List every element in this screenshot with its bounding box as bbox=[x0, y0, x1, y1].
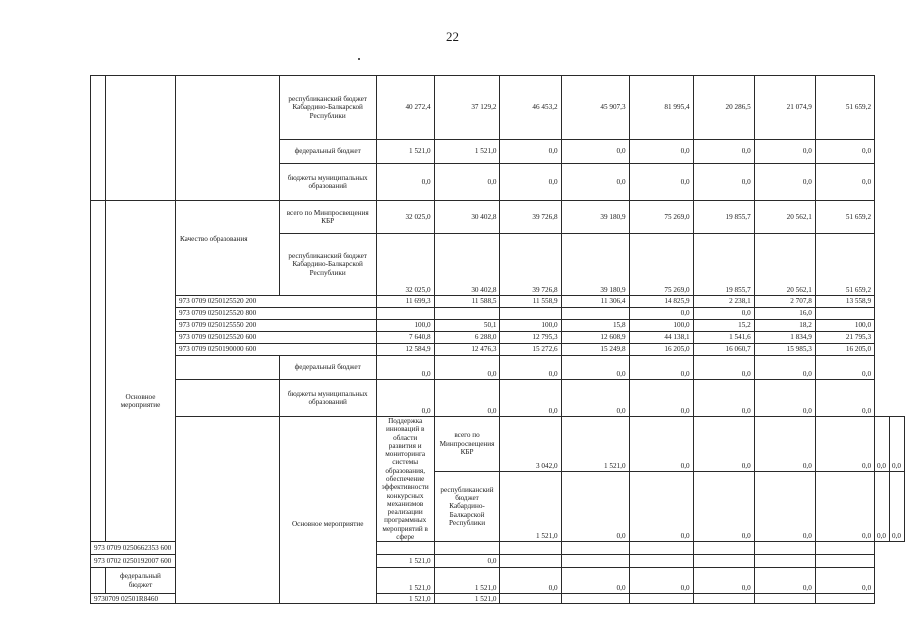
value-cell bbox=[754, 555, 815, 568]
value-cell: 16 205,0 bbox=[629, 344, 693, 356]
table-row bbox=[91, 296, 905, 308]
value-cell: 0,0 bbox=[815, 164, 874, 201]
value-cell: 21 795,3 bbox=[815, 332, 874, 344]
value-cell: 40 272,4 bbox=[376, 76, 434, 140]
value-cell: 1 521,0 bbox=[434, 140, 500, 164]
value-cell: 0,0 bbox=[815, 140, 874, 164]
value-cell: 16 060,7 bbox=[693, 344, 754, 356]
value-cell: 0,0 bbox=[875, 417, 890, 472]
table-row bbox=[91, 308, 905, 320]
narrow-cell bbox=[91, 76, 106, 201]
value-cell: 39 726,8 bbox=[500, 234, 561, 296]
source-cell: всего по Минпросвещения КБР bbox=[279, 201, 376, 234]
value-cell: 51 659,2 bbox=[815, 234, 874, 296]
name-cell bbox=[175, 76, 279, 201]
value-cell: 19 855,7 bbox=[693, 201, 754, 234]
value-cell: 0,0 bbox=[376, 164, 434, 201]
value-cell bbox=[815, 542, 874, 555]
value-cell bbox=[561, 594, 629, 604]
value-cell bbox=[815, 555, 874, 568]
value-cell: 0,0 bbox=[500, 380, 561, 417]
value-cell: 18,2 bbox=[754, 320, 815, 332]
value-cell: 0,0 bbox=[890, 471, 905, 541]
value-cell: 46 453,2 bbox=[500, 76, 561, 140]
value-cell: 0,0 bbox=[815, 471, 874, 541]
table-row bbox=[91, 344, 905, 356]
value-cell: 0,0 bbox=[561, 380, 629, 417]
value-cell: 30 402,8 bbox=[434, 201, 500, 234]
value-cell: 15,8 bbox=[561, 320, 629, 332]
value-cell: 0,0 bbox=[629, 471, 693, 541]
value-cell: 11 699,3 bbox=[376, 296, 434, 308]
source-cell: федеральный бюджет bbox=[105, 568, 175, 594]
value-cell: 20 562,1 bbox=[754, 201, 815, 234]
value-cell: 0,0 bbox=[434, 380, 500, 417]
value-cell: 12 476,3 bbox=[434, 344, 500, 356]
value-cell: 0,0 bbox=[500, 568, 561, 594]
value-cell bbox=[376, 308, 434, 320]
source-cell: республиканский бюджет Кабардино-Балкарской Республики bbox=[279, 234, 376, 296]
value-cell: 37 129,2 bbox=[434, 76, 500, 140]
value-cell: 0,0 bbox=[500, 140, 561, 164]
value-cell: 1 521,0 bbox=[434, 568, 500, 594]
value-cell: 20 562,1 bbox=[754, 234, 815, 296]
value-cell: 39 180,9 bbox=[561, 234, 629, 296]
value-cell: 0,0 bbox=[693, 140, 754, 164]
value-cell: 12 608,9 bbox=[561, 332, 629, 344]
value-cell: 16 205,0 bbox=[815, 344, 874, 356]
value-cell: 0,0 bbox=[500, 356, 561, 380]
value-cell: 0,0 bbox=[561, 164, 629, 201]
source-cell: бюджеты муниципальных образований bbox=[279, 380, 376, 417]
value-cell: 100,0 bbox=[376, 320, 434, 332]
value-cell: 1 521,0 bbox=[376, 568, 434, 594]
value-cell: 1 521,0 bbox=[434, 594, 500, 604]
value-cell: 2 238,1 bbox=[693, 296, 754, 308]
value-cell bbox=[434, 308, 500, 320]
value-cell: 100,0 bbox=[500, 320, 561, 332]
value-cell: 0,0 bbox=[754, 471, 815, 541]
budget-code: 973 0709 0250125520 800 bbox=[175, 308, 376, 320]
value-cell: 1 521,0 bbox=[376, 594, 434, 604]
table-row bbox=[91, 417, 905, 472]
value-cell: 0,0 bbox=[815, 356, 874, 380]
value-cell: 50,1 bbox=[434, 320, 500, 332]
value-cell: 0,0 bbox=[629, 417, 693, 472]
value-cell: 19 855,7 bbox=[693, 234, 754, 296]
source-cell: республиканский бюджет Кабардино-Балкарской Республики bbox=[434, 471, 500, 541]
value-cell: 0,0 bbox=[754, 140, 815, 164]
value-cell: 0,0 bbox=[754, 568, 815, 594]
value-cell: 0,0 bbox=[629, 380, 693, 417]
table-row bbox=[91, 380, 905, 417]
value-cell bbox=[815, 594, 874, 604]
budget-table bbox=[90, 75, 905, 604]
value-cell: 0,0 bbox=[629, 308, 693, 320]
stray-mark bbox=[358, 58, 360, 60]
value-cell bbox=[629, 542, 693, 555]
value-cell: 0,0 bbox=[693, 308, 754, 320]
value-cell: 0,0 bbox=[693, 380, 754, 417]
blank-cell bbox=[175, 356, 279, 380]
event-type-label: Основное мероприятие bbox=[279, 417, 376, 604]
value-cell: 45 907,3 bbox=[561, 76, 629, 140]
table-row bbox=[91, 76, 905, 140]
value-cell bbox=[693, 542, 754, 555]
value-cell: 2 707,8 bbox=[754, 296, 815, 308]
value-cell: 0,0 bbox=[434, 164, 500, 201]
value-cell: 75 269,0 bbox=[629, 234, 693, 296]
value-cell: 0,0 bbox=[815, 380, 874, 417]
value-cell bbox=[693, 555, 754, 568]
value-cell: 30 402,8 bbox=[434, 234, 500, 296]
value-cell bbox=[500, 542, 561, 555]
value-cell: 39 180,9 bbox=[561, 201, 629, 234]
value-cell bbox=[754, 594, 815, 604]
value-cell: 51 659,2 bbox=[815, 201, 874, 234]
table-body bbox=[91, 76, 905, 604]
value-cell: 0,0 bbox=[434, 555, 500, 568]
value-cell: 0,0 bbox=[500, 164, 561, 201]
value-cell: 0,0 bbox=[875, 471, 890, 541]
value-cell: 100,0 bbox=[629, 320, 693, 332]
value-cell: 0,0 bbox=[693, 164, 754, 201]
value-cell: 0,0 bbox=[561, 471, 629, 541]
budget-code: 973 0709 0250125520 600 bbox=[175, 332, 376, 344]
value-cell: 0,0 bbox=[629, 356, 693, 380]
event-name: Качество образования bbox=[175, 201, 279, 296]
value-cell bbox=[629, 555, 693, 568]
budget-code: 973 0702 0250192007 600 bbox=[91, 555, 176, 568]
value-cell: 12 584,9 bbox=[376, 344, 434, 356]
value-cell: 0,0 bbox=[561, 568, 629, 594]
budget-code: 973 0709 0250125520 200 bbox=[175, 296, 376, 308]
source-cell: федеральный бюджет bbox=[279, 140, 376, 164]
value-cell: 14 825,9 bbox=[629, 296, 693, 308]
value-cell bbox=[434, 542, 500, 555]
value-cell bbox=[500, 594, 561, 604]
event-name: Поддержка инноваций в области развития и мониторинга системы образования, обеспечение эффективности конкурсных механизмов реализации программных мероприятий в сфере bbox=[376, 417, 434, 542]
value-cell: 20 286,5 bbox=[693, 76, 754, 140]
value-cell: 1 834,9 bbox=[754, 332, 815, 344]
value-cell bbox=[561, 555, 629, 568]
value-cell: 15 249,8 bbox=[561, 344, 629, 356]
table-row bbox=[91, 201, 905, 234]
source-cell: республиканский бюджет Кабардино-Балкарской Республики bbox=[279, 76, 376, 140]
table-row bbox=[91, 356, 905, 380]
value-cell: 0,0 bbox=[754, 356, 815, 380]
value-cell: 13 558,9 bbox=[815, 296, 874, 308]
value-cell: 11 558,9 bbox=[500, 296, 561, 308]
value-cell: 0,0 bbox=[629, 140, 693, 164]
value-cell: 0,0 bbox=[693, 568, 754, 594]
table-row bbox=[91, 332, 905, 344]
value-cell: 1 521,0 bbox=[376, 140, 434, 164]
value-cell: 32 025,0 bbox=[376, 201, 434, 234]
source-cell: всего по Минпросвещения КБР bbox=[434, 417, 500, 472]
value-cell: 1 521,0 bbox=[376, 555, 434, 568]
value-cell: 0,0 bbox=[890, 417, 905, 472]
value-cell: 0,0 bbox=[754, 380, 815, 417]
type-cell bbox=[105, 76, 175, 201]
source-cell: федеральный бюджет bbox=[279, 356, 376, 380]
value-cell: 6 288,0 bbox=[434, 332, 500, 344]
value-cell: 12 795,3 bbox=[500, 332, 561, 344]
value-cell: 11 588,5 bbox=[434, 296, 500, 308]
blank-cell bbox=[175, 380, 279, 417]
value-cell: 0,0 bbox=[561, 356, 629, 380]
budget-code: 973 0709 0250662353 600 bbox=[91, 542, 176, 555]
value-cell: 81 995,4 bbox=[629, 76, 693, 140]
source-cell: бюджеты муниципальных образований bbox=[279, 164, 376, 201]
budget-code: 9730709 02501R8460 bbox=[91, 594, 176, 604]
value-cell: 16,0 bbox=[754, 308, 815, 320]
value-cell: 100,0 bbox=[815, 320, 874, 332]
value-cell: 0,0 bbox=[629, 164, 693, 201]
value-cell: 0,0 bbox=[434, 356, 500, 380]
budget-code: 973 0709 0250125550 200 bbox=[175, 320, 376, 332]
value-cell: 0,0 bbox=[693, 356, 754, 380]
value-cell: 39 726,8 bbox=[500, 201, 561, 234]
value-cell: 75 269,0 bbox=[629, 201, 693, 234]
value-cell bbox=[500, 308, 561, 320]
table-row bbox=[91, 320, 905, 332]
value-cell: 0,0 bbox=[815, 417, 874, 472]
value-cell: 0,0 bbox=[754, 417, 815, 472]
value-cell bbox=[376, 542, 434, 555]
budget-code: 973 0709 0250190000 600 bbox=[175, 344, 376, 356]
value-cell: 0,0 bbox=[693, 417, 754, 472]
value-cell bbox=[561, 542, 629, 555]
value-cell: 0,0 bbox=[629, 568, 693, 594]
value-cell: 0,0 bbox=[754, 164, 815, 201]
value-cell: 0,0 bbox=[376, 380, 434, 417]
value-cell bbox=[561, 308, 629, 320]
event-type-label: Основное мероприятие bbox=[105, 201, 175, 542]
value-cell: 1 521,0 bbox=[500, 471, 561, 541]
blank-cell bbox=[91, 568, 106, 594]
value-cell: 0,0 bbox=[561, 140, 629, 164]
value-cell bbox=[693, 594, 754, 604]
value-cell bbox=[815, 308, 874, 320]
value-cell: 1 521,0 bbox=[561, 417, 629, 472]
value-cell: 15 985,3 bbox=[754, 344, 815, 356]
value-cell: 21 074,9 bbox=[754, 76, 815, 140]
page-number: 22 bbox=[446, 29, 459, 44]
narrow-cell bbox=[91, 201, 106, 542]
value-cell: 3 042,0 bbox=[500, 417, 561, 472]
value-cell: 1 541,6 bbox=[693, 332, 754, 344]
value-cell bbox=[629, 594, 693, 604]
value-cell: 0,0 bbox=[376, 356, 434, 380]
value-cell: 11 306,4 bbox=[561, 296, 629, 308]
value-cell: 7 640,8 bbox=[376, 332, 434, 344]
value-cell: 15,2 bbox=[693, 320, 754, 332]
value-cell: 0,0 bbox=[693, 471, 754, 541]
narrow-cell bbox=[175, 417, 279, 604]
value-cell: 44 138,1 bbox=[629, 332, 693, 344]
value-cell bbox=[500, 555, 561, 568]
value-cell: 0,0 bbox=[815, 568, 874, 594]
value-cell bbox=[754, 542, 815, 555]
value-cell: 32 025,0 bbox=[376, 234, 434, 296]
value-cell: 15 272,6 bbox=[500, 344, 561, 356]
value-cell: 51 659,2 bbox=[815, 76, 874, 140]
